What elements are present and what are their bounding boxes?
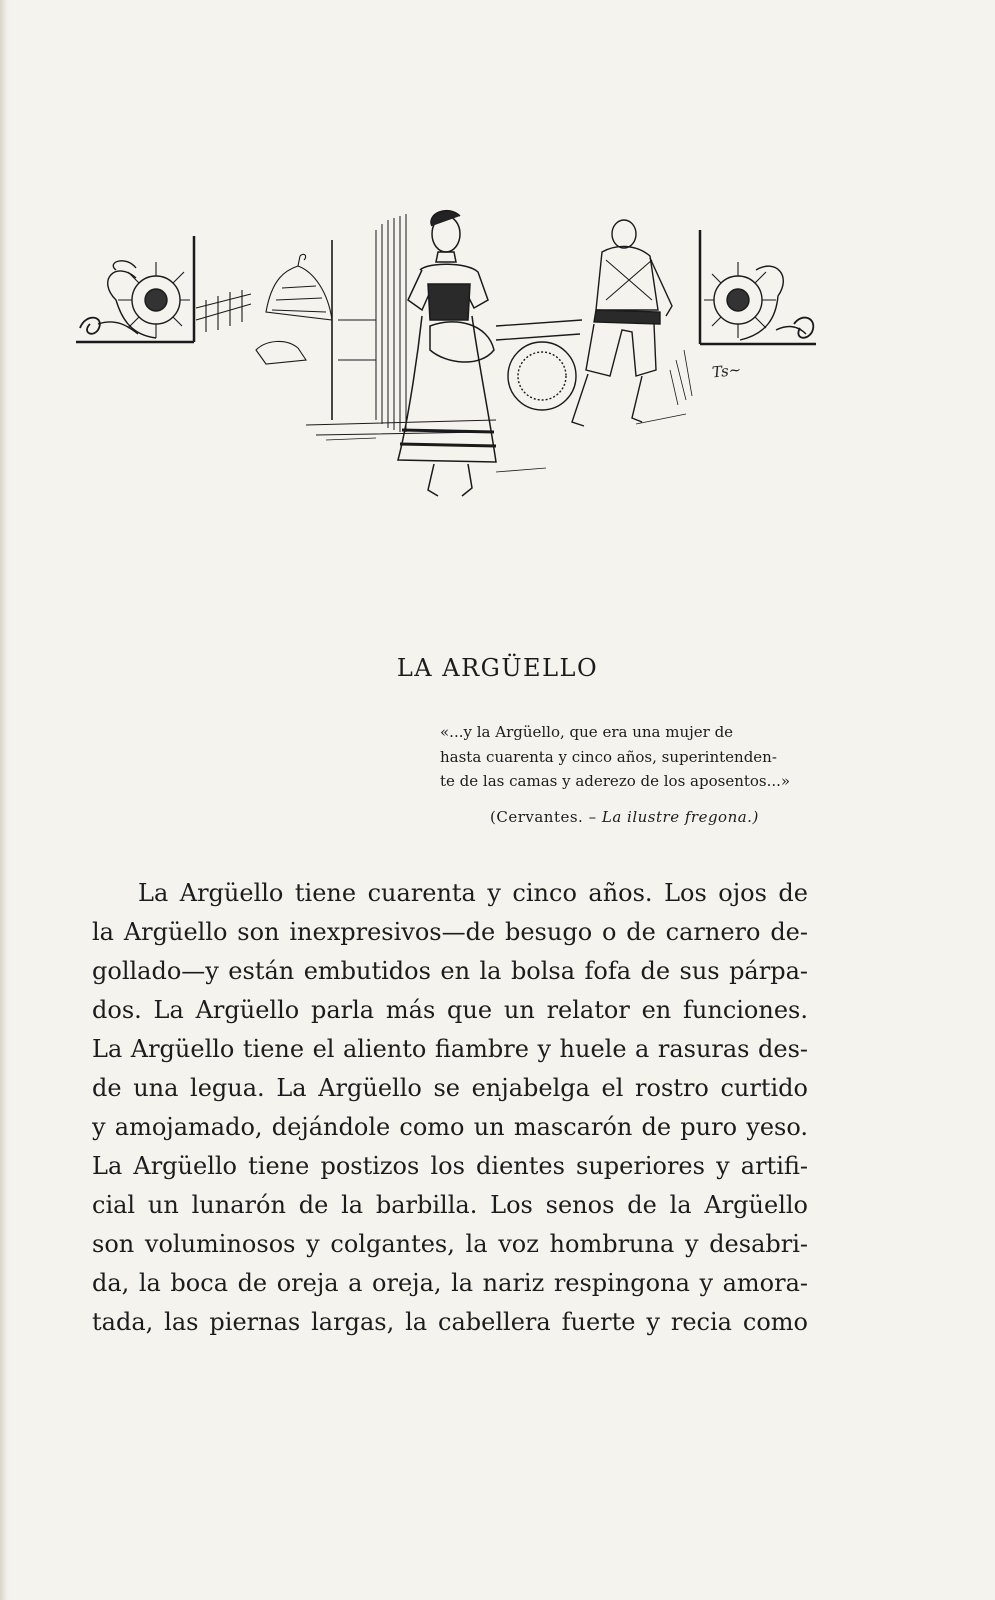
epigraph: [440, 720, 810, 794]
body-line: La Argüello tiene postizos los dientes superiores y artifi-: [92, 1152, 808, 1180]
epigraph-line: hasta cuarenta y cinco años, superintenden-: [440, 747, 777, 766]
body-paragraph: [92, 874, 808, 1342]
sunflower-ornament-right: [700, 230, 816, 344]
farmyard-background: [196, 240, 376, 420]
chapter-title: LA ARGÜELLO: [396, 654, 599, 683]
body-line: son voluminosos y colgantes, la voz hombruna y desabri-: [92, 1230, 808, 1258]
illustrator-signature: Ts~: [711, 360, 743, 382]
attribution-work: La ilustre fregona.): [601, 808, 759, 826]
body-line: La Argüello tiene el aliento fiambre y huele a rasuras des-: [92, 1035, 808, 1063]
attribution-author: (Cervantes. –: [490, 808, 597, 826]
body-line: gollado—y están embutidos en la bolsa fofa de sus párpa-: [92, 957, 808, 985]
body-line: La Argüello tiene cuarenta y cinco años. Los ojos de: [138, 879, 808, 907]
body-line: la Argüello son inexpresivos—de besugo o de carnero de-: [92, 918, 808, 946]
woman-figure: [398, 211, 496, 496]
body-line: de una legua. La Argüello se enjabelga el rostro curtido: [92, 1074, 808, 1102]
body-line: tada, las piernas largas, la cabellera fuerte y recia como: [92, 1308, 808, 1336]
epigraph-line: «...y la Argüello, que era una mujer de: [440, 723, 734, 741]
sunflower-ornament-left: [76, 236, 194, 342]
body-line: dos. La Argüello parla más que un relator en funciones.: [92, 996, 808, 1024]
epigraph-attribution: [490, 808, 759, 826]
body-line: cial un lunarón de la barbilla. Los senos de la Argüello: [92, 1191, 808, 1219]
body-line: y amojamado, dejándole como un mascarón de puro yeso.: [92, 1113, 808, 1141]
page-edge: [0, 0, 9, 1600]
man-figure: [496, 220, 672, 426]
body-line: da, la boca de oreja a oreja, la nariz respingona y amora-: [92, 1269, 808, 1297]
epigraph-line: te de las camas y aderezo de los aposentos...»: [440, 772, 791, 790]
